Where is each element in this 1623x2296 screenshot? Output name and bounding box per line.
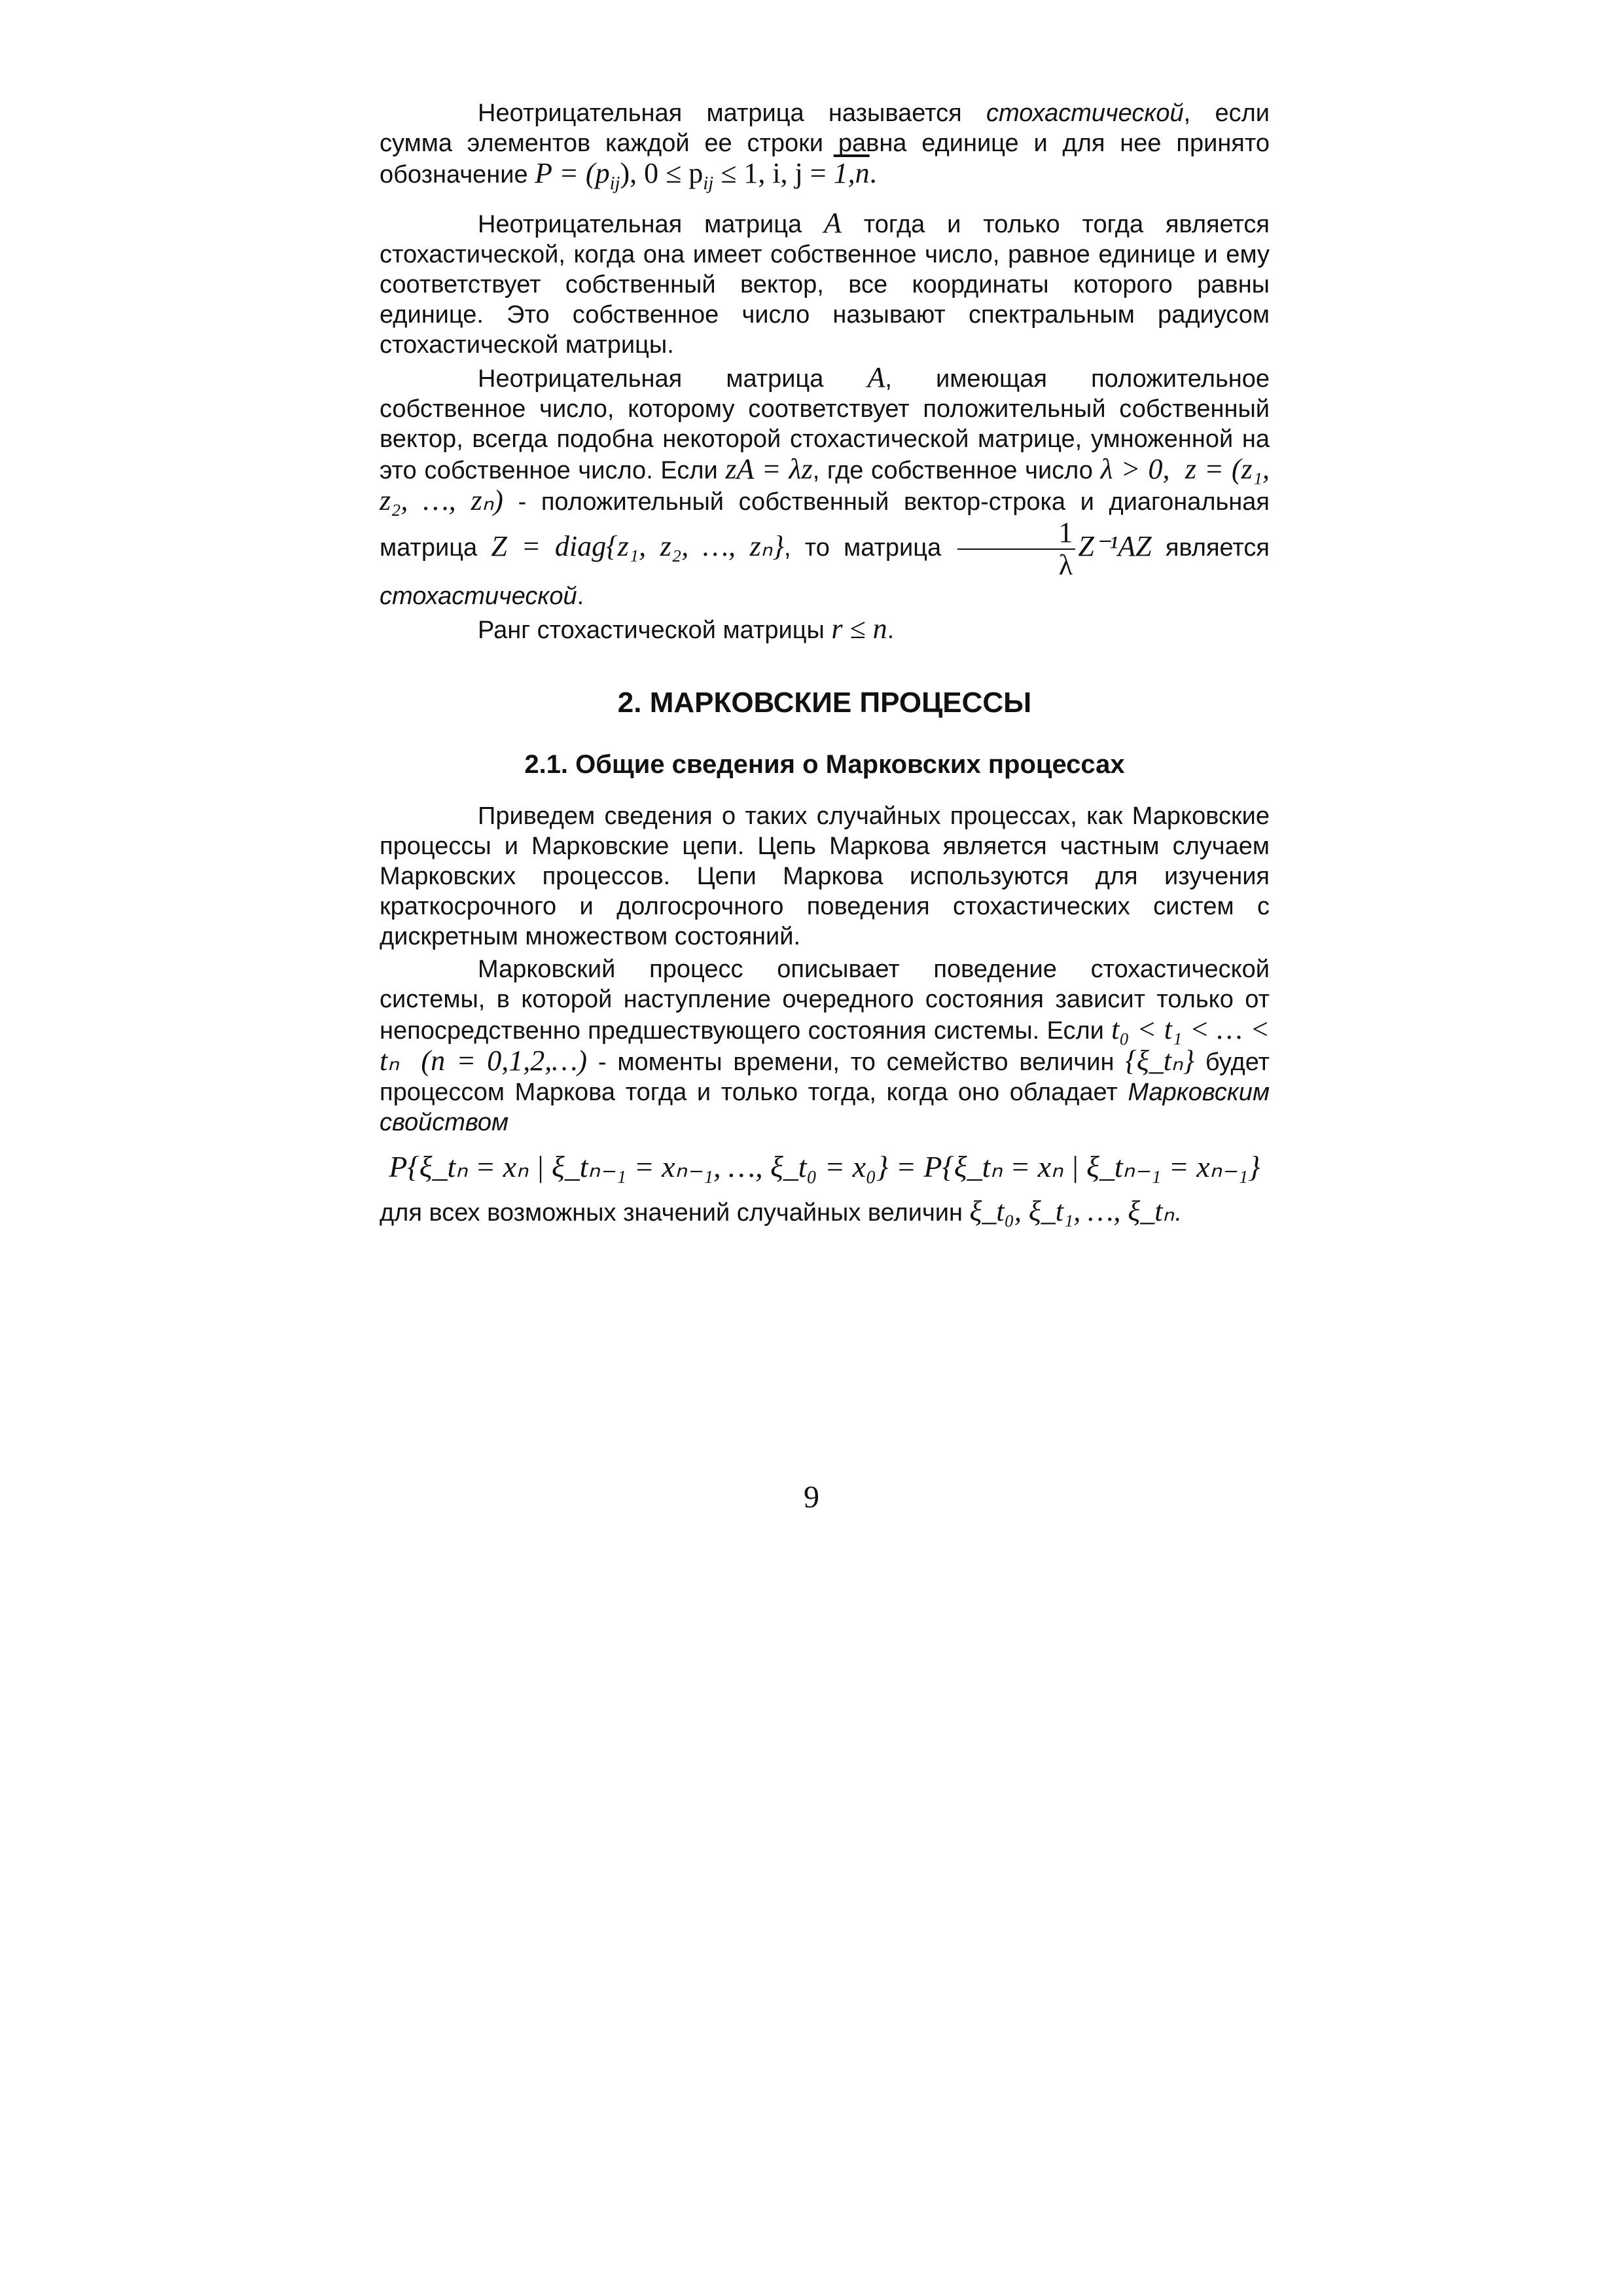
text: . bbox=[577, 582, 584, 610]
formula-time-moments: t₀ < t₁ < … < tₙ bbox=[380, 1013, 1270, 1077]
formula-lambda: λ > 0, bbox=[1100, 452, 1170, 485]
formula-stochastic-matrix: $P = (p_{ij})$, $0 \le p_{ij} \le 1$, i, j = 1,n. bbox=[535, 157, 877, 194]
text: , если сумма элементов каждой ее строки равна единице и для нее принято обозначение bbox=[380, 99, 1270, 188]
text: , то матрица bbox=[783, 533, 955, 562]
text: . bbox=[887, 616, 895, 644]
text: - моменты времени, то семейство величин bbox=[587, 1048, 1126, 1076]
subsection-title: 2.1. Общие сведения о Марковских процессах bbox=[524, 749, 1125, 779]
paragraph-all-values bbox=[380, 1196, 1270, 1228]
paragraph-markov-process bbox=[380, 954, 1270, 1138]
text: Неотрицательная матрица bbox=[478, 365, 868, 393]
paragraph-stochastic-criterion bbox=[380, 208, 1270, 360]
text: для всех возможных значений случайных величин bbox=[380, 1198, 970, 1227]
formula-rank: r ≤ n bbox=[831, 612, 887, 645]
formula-markov-property: P{ξ_tₙ = xₙ | ξ_tₙ₋₁ = xₙ₋₁, …, ξ_t₀ = x₀} = P{ξ_tₙ = xₙ | ξ_tₙ₋₁ = xₙ₋₁} bbox=[389, 1149, 1260, 1183]
text: Марковский процесс описывает поведение стохастической системы, в которой наступление очередного состояния зависит только от непосредственно предшествующего состояния системы. Если bbox=[380, 955, 1270, 1045]
page-body bbox=[380, 98, 1270, 1230]
formula-eigen: zA = λz bbox=[725, 452, 813, 485]
text: тогда и только тогда является стохастической, когда она имеет собственное число, равное единице и ему соответствует собственный вектор, все координаты которого равны единице. Это собственное число называют спектральным радиусом стохастической матрицы. bbox=[380, 210, 1270, 359]
text: является bbox=[1151, 533, 1270, 562]
formula-diag: Z = diag{z₁, z₂, …, zₙ} bbox=[491, 529, 784, 562]
text: - положительный собственный вектор-строка и диагональная матрица bbox=[380, 488, 1270, 562]
variable-a: A bbox=[867, 361, 885, 393]
text: Неотрицательная матрица называется bbox=[478, 99, 986, 127]
text: . bbox=[1173, 1198, 1181, 1227]
section-title: 2. МАРКОВСКИЕ ПРОЦЕССЫ bbox=[617, 686, 1032, 719]
paragraph-intro-markov: Приведем сведения о таких случайных процессах, как Марковские процессы и Марковские цепи. Цепь Маркова является частным случаем Марковских процессов. Цепи Маркова используются для изучения краткосрочного и долгосрочного поведения стохастических систем с дискретным множеством состояний. bbox=[380, 802, 1270, 950]
formula-vector-z: z = (z₁, z₂, …, zₙ) bbox=[380, 452, 1270, 516]
variable-a: A bbox=[824, 206, 842, 239]
text: , где собственное число bbox=[812, 456, 1101, 484]
fraction-one-over-lambda: $\frac{1}{\lambda}$ bbox=[957, 517, 1075, 581]
paragraph-stochastic-definition bbox=[380, 98, 1270, 199]
text: Ранг стохастической матрицы bbox=[478, 616, 832, 644]
page-number: 9 bbox=[804, 1480, 819, 1515]
emphasis-term: стохастической bbox=[986, 99, 1184, 127]
formula-n-range: (n = 0,1,2,…) bbox=[421, 1044, 588, 1077]
emphasis-term: стохастической bbox=[380, 582, 577, 610]
emphasis-term: Марковским свойством bbox=[380, 1078, 1270, 1136]
text: , имеющая положительное собственное число, которому соответствует положительный собственный вектор, всегда подобна некоторой стохастической матрице, умноженной на это собственное число. Если bbox=[380, 365, 1270, 484]
text: будет процессом Маркова тогда и только тогда, когда оно обладает bbox=[380, 1048, 1270, 1106]
text: Неотрицательная матрица bbox=[478, 210, 824, 238]
paragraph-similarity bbox=[380, 363, 1270, 611]
paragraph-rank bbox=[380, 614, 1270, 645]
formula-random-variables: ξ_t₀, ξ_t₁, …, ξ_tₙ bbox=[969, 1194, 1174, 1227]
formula-zaz: Z⁻¹AZ bbox=[1078, 529, 1152, 562]
formula-xi-family: {ξ_tₙ} bbox=[1125, 1044, 1195, 1077]
